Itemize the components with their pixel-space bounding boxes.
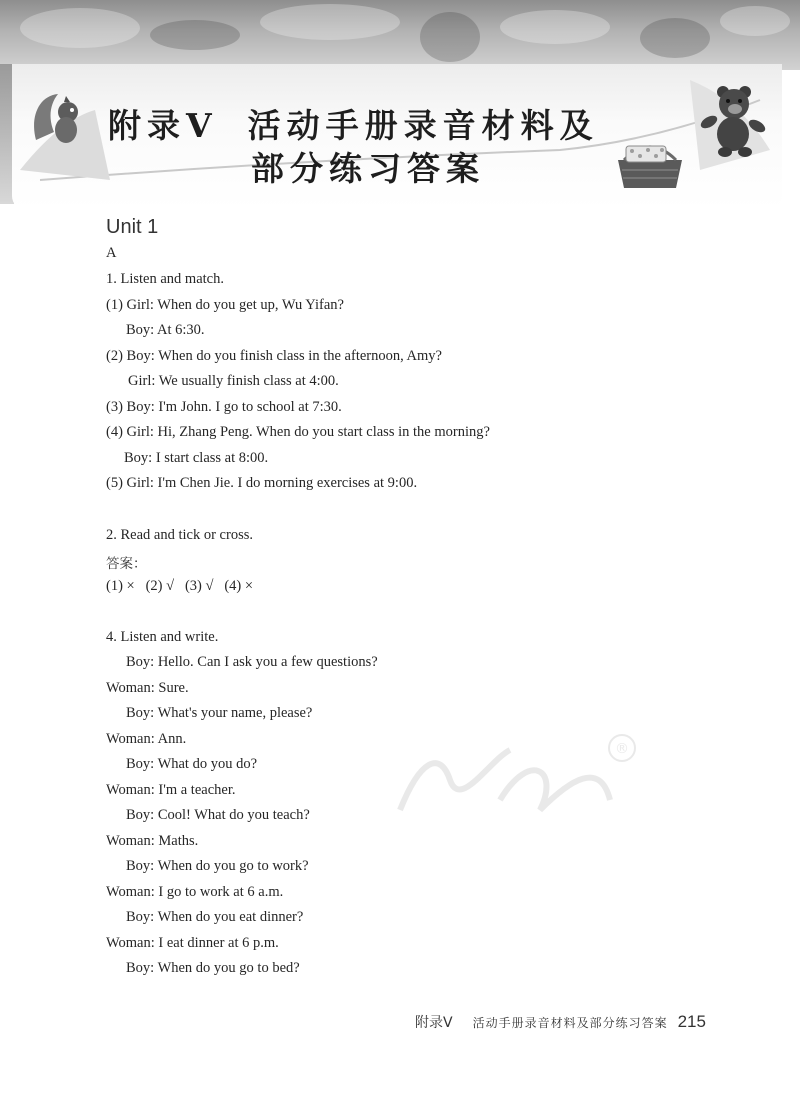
dialogue-line: Woman: I eat dinner at 6 p.m. (106, 935, 279, 951)
dialogue-line: Boy: What do you do? (126, 756, 258, 772)
exercise-heading: 2. Read and tick or cross. (106, 527, 253, 543)
page-footer (415, 1012, 706, 1032)
dialogue-line: Woman: Maths. (106, 833, 199, 849)
dialogue-line: Woman: Ann. (106, 731, 187, 747)
dialogue-line: Boy: At 6:30. (126, 322, 205, 338)
section-label: A (106, 245, 117, 261)
dialogue-line: (3) Boy: I'm John. I go to school at 7:30. (106, 399, 342, 415)
dialogue-line: Boy: Hello. Can I ask you a few questions? (126, 654, 378, 670)
dialogue-line: (2) Boy: When do you finish class in the afternoon, Amy? (106, 348, 442, 364)
exercise-heading: 4. Listen and write. (106, 629, 219, 645)
unit-heading: Unit 1 (106, 216, 159, 238)
picnic-basket-icon (612, 136, 688, 192)
exercise-heading: 1. Listen and match. (106, 271, 224, 287)
bear-icon (695, 78, 767, 158)
dialogue-line: Boy: I start class at 8:00. (124, 450, 269, 466)
answer-label: 答案： (106, 556, 147, 572)
dialogue-line: Boy: When do you go to work? (126, 858, 309, 874)
squirrel-icon (28, 88, 88, 148)
registered-mark: ® (615, 741, 629, 757)
dialogue-line: (1) Girl: When do you get up, Wu Yifan? (106, 297, 344, 313)
dialogue-line: Girl: We usually finish class at 4:00. (128, 373, 339, 389)
chapter-banner (0, 0, 800, 212)
publisher-watermark (380, 720, 640, 840)
dialogue-line: Boy: Cool! What do you teach? (126, 807, 310, 823)
dialogue-line: (5) Girl: I'm Chen Jie. I do morning exercises at 9:00. (106, 475, 418, 491)
chapter-title-main: 活动手册录音材料及 (247, 106, 599, 145)
footer-appendix-label: 附录Ⅴ (415, 1015, 453, 1031)
dialogue-line: Woman: Sure. (106, 680, 189, 696)
chapter-title-line-2: 部分练习答案 (251, 149, 485, 188)
dialogue-line: Woman: I go to work at 6 a.m. (106, 884, 284, 900)
page-number: 215 (677, 1012, 706, 1031)
chapter-title-line-1 (108, 100, 599, 147)
answer-line: (1) × (2) √ (3) √ (4) × (106, 578, 254, 594)
chapter-title-prefix: 附录Ⅴ (108, 106, 218, 145)
footer-title: 活动手册录音材料及部分练习答案 (472, 1016, 668, 1030)
dialogue-line: Boy: What's your name, please? (126, 705, 313, 721)
dialogue-line: Boy: When do you go to bed? (126, 960, 300, 976)
dialogue-line: Woman: I'm a teacher. (106, 782, 236, 798)
dialogue-line: Boy: When do you eat dinner? (126, 909, 304, 925)
dialogue-line: (4) Girl: Hi, Zhang Peng. When do you start class in the morning? (106, 424, 490, 440)
